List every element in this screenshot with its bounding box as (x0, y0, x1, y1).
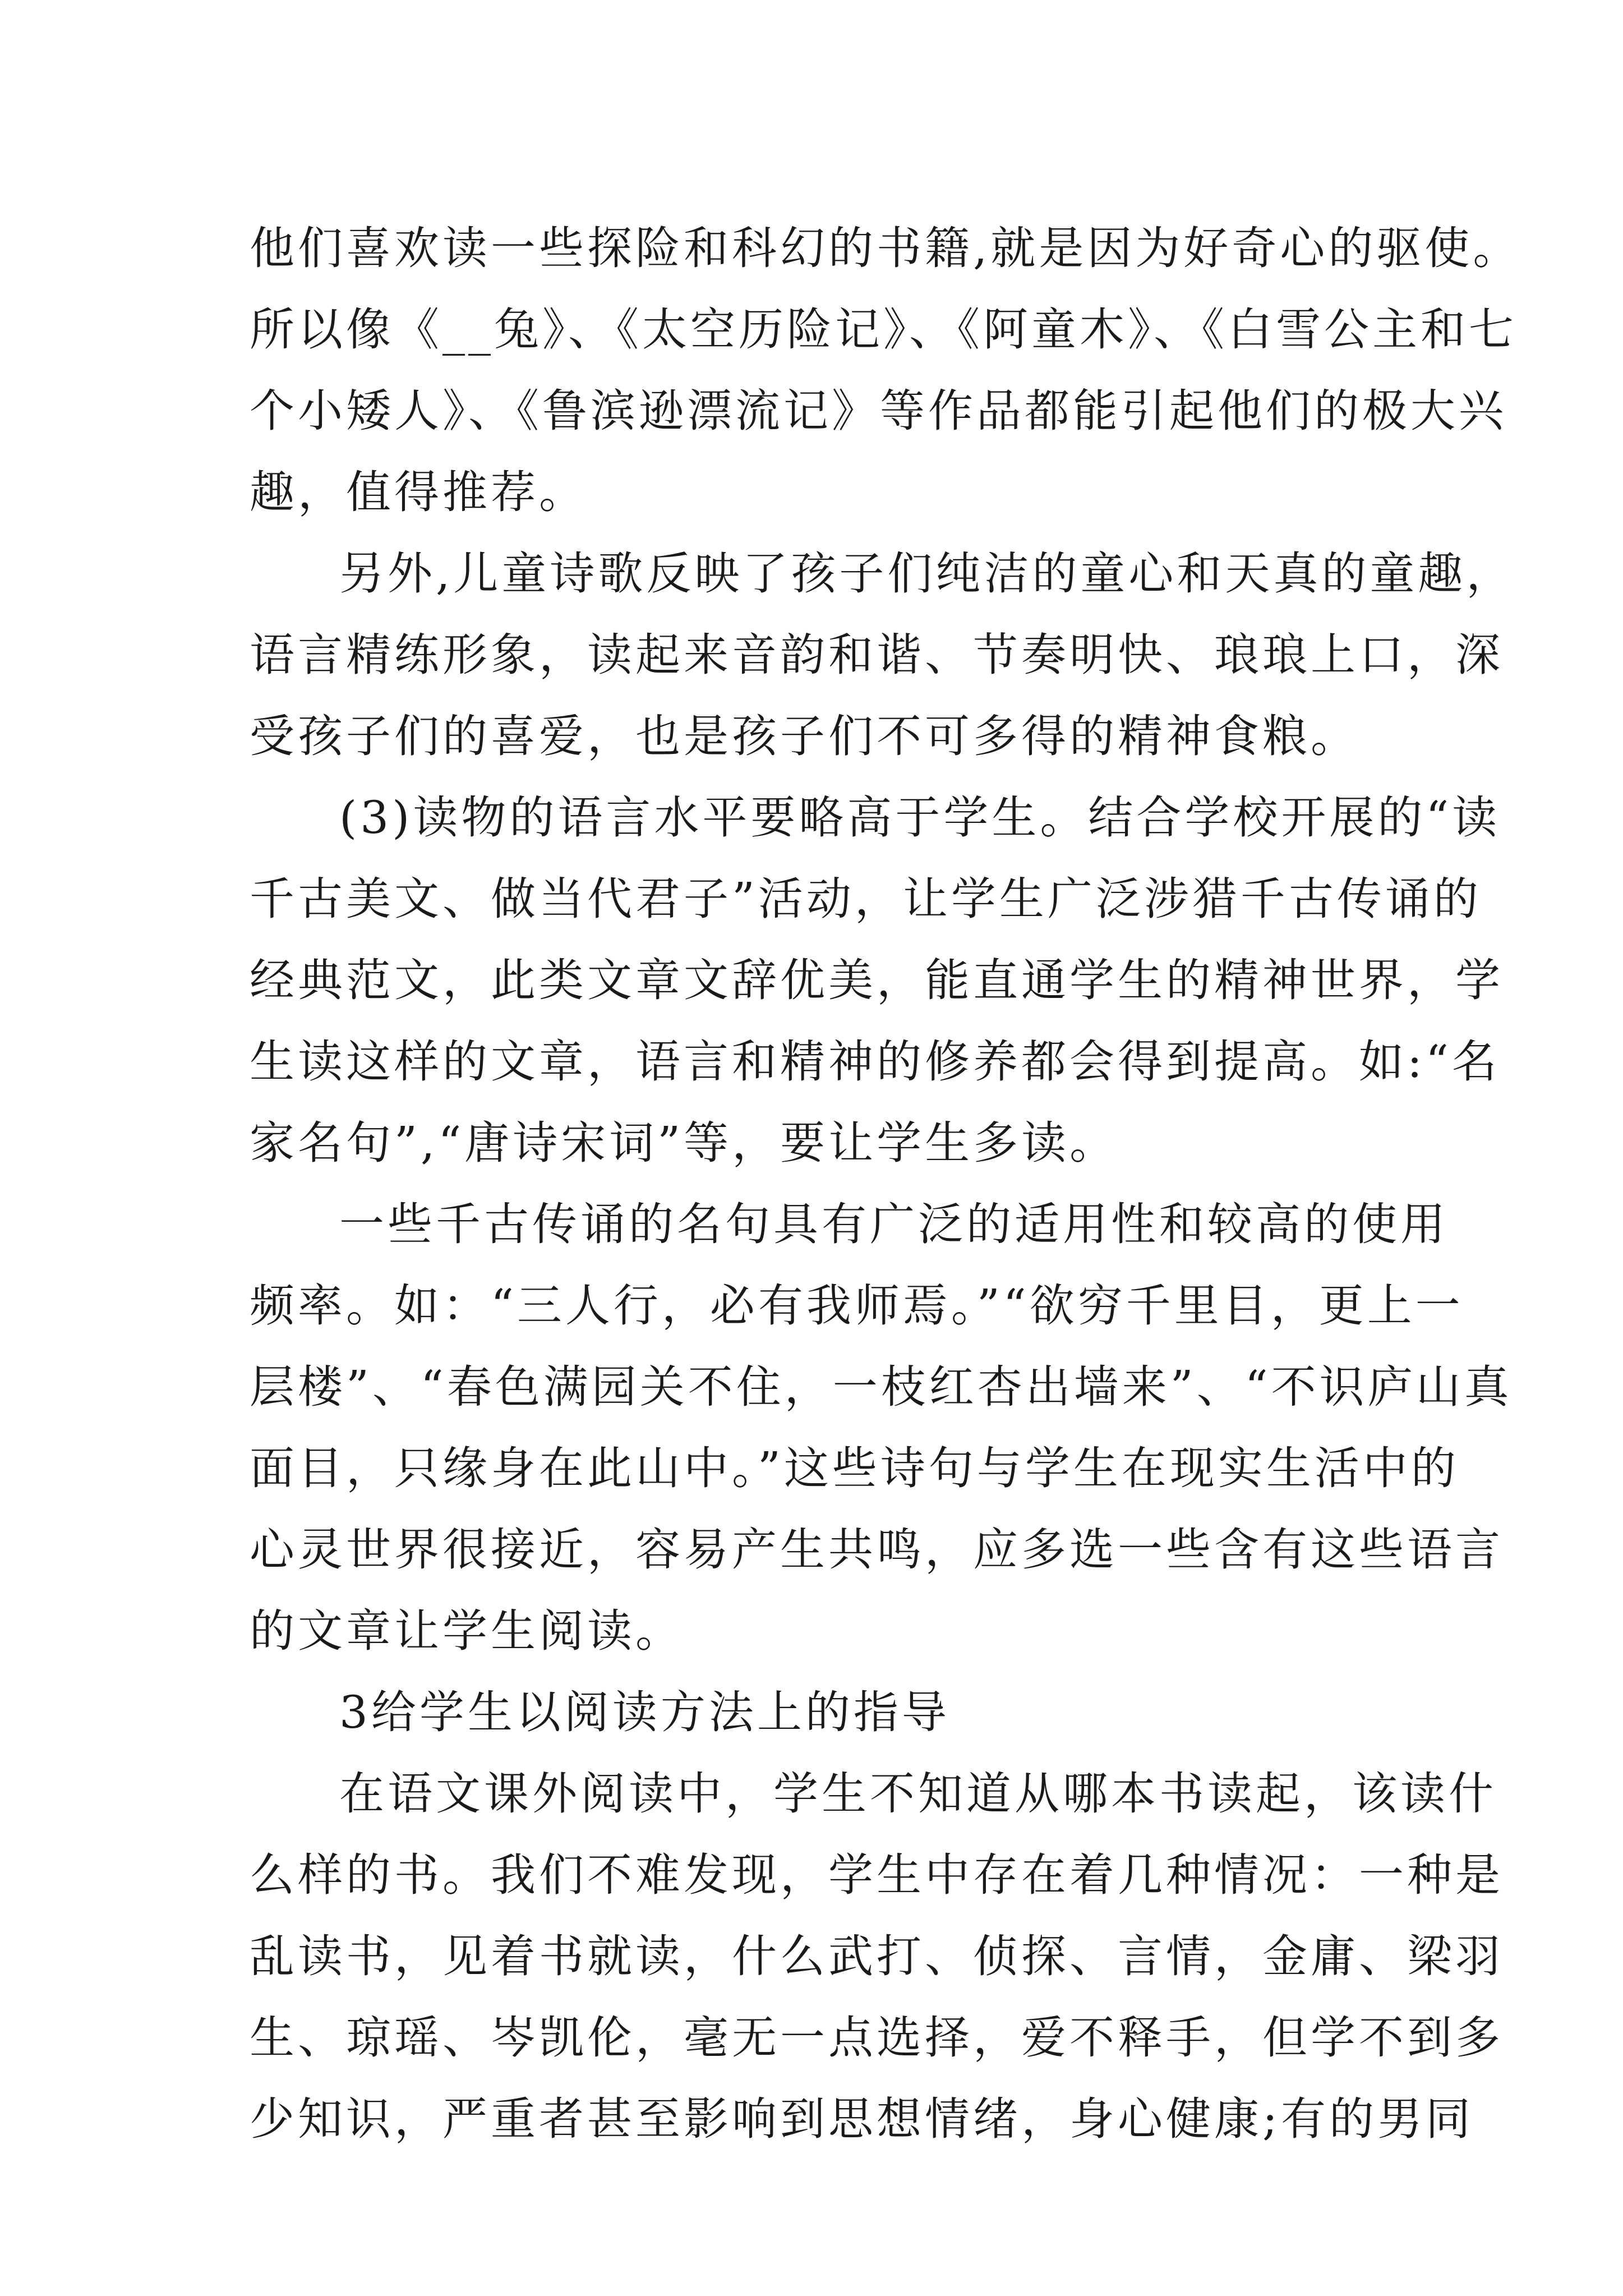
text-line: 频率。如：“三人行，必有我师焉。”“欲穷千里目，更上一 (250, 1280, 1464, 1332)
text-line: 个小矮人》、《鲁滨逊漂流记》等作品都能引起他们的极大兴 (250, 385, 1507, 437)
section-heading: 3给学生以阅读方法上的指导 (339, 1686, 950, 1738)
text-line: 所以像《__兔》、《太空历险记》、《阿童木》、《白雪公主和七 (250, 303, 1517, 356)
text-line: 面目，只缘身在此山中。”这些诗句与学生在现实生活中的 (250, 1442, 1459, 1494)
text-line: 另外,儿童诗歌反映了孩子们纯洁的童心和天真的童趣， (339, 547, 1515, 600)
text-line: 在语文课外阅读中，学生不知道从哪本书读起，该读什 (339, 1768, 1497, 1820)
text-line: 生读这样的文章，语言和精神的修养都会得到提高。如:“名 (250, 1036, 1500, 1088)
text-line: 他们喜欢读一些探险和科幻的书籍,就是因为好奇心的驱使。 (250, 222, 1521, 274)
text-line: 层楼”、“春色满园关不住，一枝红杏出墙来”、“不识庐山真 (250, 1361, 1513, 1413)
text-line: 么样的书。我们不难发现，学生中存在着几种情况：一种是 (250, 1849, 1504, 1901)
text-line: 生、琼瑶、岑凯伦，毫无一点选择，爱不释手，但学不到多 (250, 2012, 1504, 2064)
text-line: 趣，值得推荐。 (250, 466, 587, 518)
text-line: 经典范文，此类文章文辞优美，能直通学生的精神世界，学 (250, 954, 1504, 1006)
body-text (250, 208, 1521, 2160)
text-line: 受孩子们的喜爱，也是孩子们不可多得的精神食粮。 (250, 710, 1359, 762)
text-line: 千古美文、做当代君子”活动，让学生广泛涉猎千古传诵的 (250, 873, 1482, 925)
text-line: (3)读物的语言水平要略高于学生。结合学校开展的“读 (339, 792, 1501, 844)
text-line: 一些千古传诵的名句具有广泛的适用性和较高的使用 (339, 1198, 1449, 1250)
text-line: 的文章让学生阅读。 (250, 1605, 684, 1657)
text-line: 乱读书，见着书就读，什么武打、侦探、言情，金庸、梁羽 (250, 1930, 1504, 1982)
text-line: 心灵世界很接近，容易产生共鸣，应多选一些含有这些语言 (250, 1524, 1504, 1576)
text-line: 少知识，严重者甚至影响到思想情绪，身心健康;有的男同 (250, 2093, 1474, 2145)
text-line: 语言精练形象，读起来音韵和谐、节奏明快、琅琅上口，深 (250, 629, 1504, 681)
text-line: 家名句”,“唐诗宋词”等，要让学生多读。 (250, 1117, 1118, 1169)
